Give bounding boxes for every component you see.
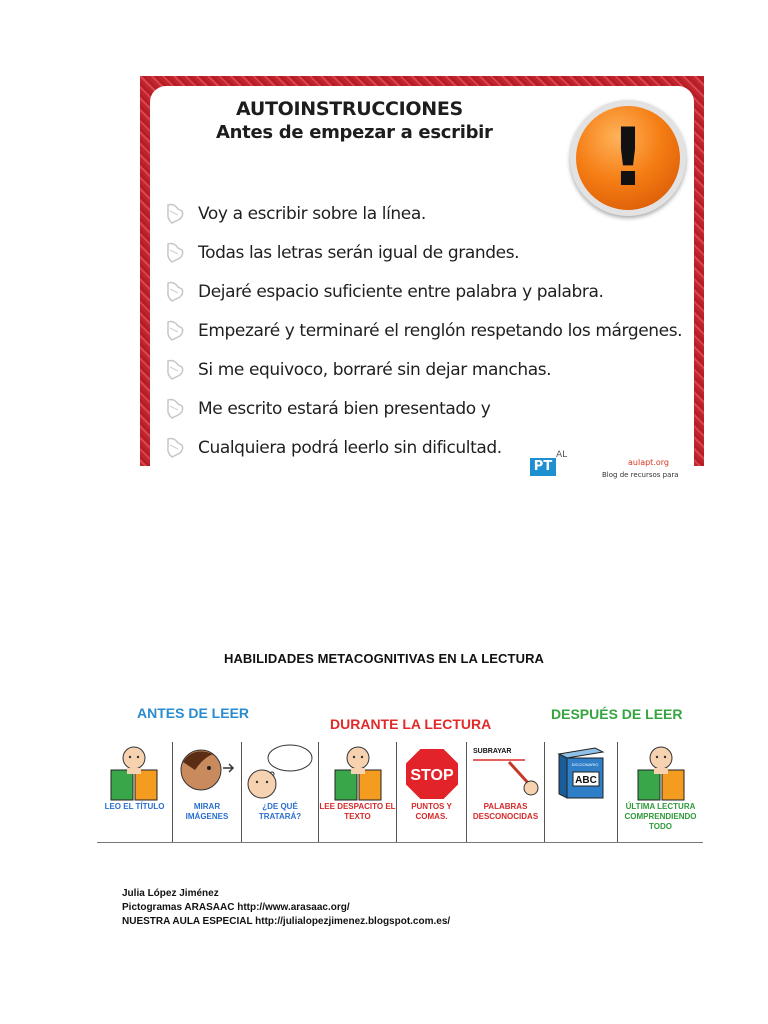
step-caption: LEO EL TÍTULO bbox=[104, 802, 165, 811]
pt-logo bbox=[530, 446, 580, 476]
list-item bbox=[164, 311, 682, 350]
list-item bbox=[164, 233, 682, 272]
rules-list bbox=[164, 194, 682, 467]
step-caption: ÚLTIMA LECTURA COMPRENDIENDO TODO bbox=[624, 802, 697, 831]
stop-sign-text: STOP bbox=[410, 767, 454, 784]
pointing-hand-icon bbox=[164, 318, 186, 344]
pointing-hand-icon bbox=[164, 201, 186, 227]
step-look-images bbox=[172, 742, 241, 842]
credits bbox=[122, 887, 450, 929]
step-caption: PALABRAS DESCONOCIDAS bbox=[472, 802, 539, 821]
logo-text: PT bbox=[530, 458, 556, 476]
list-item bbox=[164, 428, 682, 467]
section-title: HABILIDADES METACOGNITIVAS EN LA LECTURA bbox=[223, 651, 545, 666]
rule-text: Me escrito estará bien presentado y bbox=[198, 398, 491, 419]
step-read-slowly bbox=[318, 742, 396, 842]
list-item bbox=[164, 272, 682, 311]
site-link[interactable]: aulapt.org bbox=[628, 458, 669, 467]
thinking-face-icon bbox=[242, 744, 319, 802]
step-caption: LEE DESPACITO EL TEXTO bbox=[319, 802, 396, 821]
step-dictionary bbox=[544, 742, 617, 842]
rule-text: Todas las letras serán igual de grandes. bbox=[198, 242, 520, 263]
phase-after-label: DESPUÉS DE LEER bbox=[551, 706, 683, 722]
phase-before-label: ANTES DE LEER bbox=[137, 705, 250, 721]
card-subtitle: Antes de empezar a escribir bbox=[216, 122, 493, 143]
dictionary-icon bbox=[545, 744, 618, 802]
step-final-reading bbox=[617, 742, 703, 842]
credit-blog[interactable]: NUESTRA AULA ESPECIAL http://julialopezjimenez.blogspot.com.es/ bbox=[122, 916, 451, 927]
step-punctuation bbox=[396, 742, 466, 842]
pointing-hand-icon bbox=[164, 357, 186, 383]
step-caption: PUNTOS Y COMAS. bbox=[411, 802, 452, 821]
step-what-about bbox=[241, 742, 318, 842]
step-caption: ¿DE QUÉ TRATARÁ? bbox=[258, 802, 302, 821]
list-item bbox=[164, 194, 682, 233]
underline-label: SUBRAYAR bbox=[473, 748, 512, 755]
looking-face-icon bbox=[173, 744, 242, 802]
alert-symbol: ! bbox=[609, 111, 647, 204]
pointing-hand-icon bbox=[164, 435, 186, 461]
pointing-hand-icon bbox=[164, 396, 186, 422]
dictionary-abc-text: ABC bbox=[575, 775, 597, 786]
rule-text: Cualquiera podrá leerlo sin dificultad. bbox=[198, 437, 502, 458]
child-reading-book-icon bbox=[97, 744, 172, 802]
credit-pictograms[interactable]: Pictogramas ARASAAC http://www.arasaac.org/ bbox=[122, 902, 350, 913]
card-body bbox=[150, 86, 694, 479]
dictionary-label: DICCIONARIO bbox=[571, 762, 599, 767]
step-caption: MIRAR IMÁGENES bbox=[185, 802, 229, 821]
step-read-title bbox=[97, 742, 172, 842]
underline-pencil-icon bbox=[467, 744, 545, 802]
pictogram-strip bbox=[97, 742, 703, 843]
child-reading-book-icon bbox=[618, 744, 704, 802]
child-reading-book-icon bbox=[319, 744, 397, 802]
pointing-hand-icon bbox=[164, 240, 186, 266]
list-item bbox=[164, 389, 682, 428]
autoinstructions-card bbox=[140, 76, 704, 479]
rule-text: Si me equivoco, borraré sin dejar manchas. bbox=[198, 359, 552, 380]
credit-author: Julia López Jiménez bbox=[122, 888, 219, 899]
logo-small-text: AL bbox=[556, 450, 568, 460]
step-unknown-words bbox=[466, 742, 544, 842]
stop-sign-icon bbox=[397, 744, 467, 802]
card-title: AUTOINSTRUCCIONES bbox=[236, 98, 463, 120]
phase-during-label: DURANTE LA LECTURA bbox=[330, 716, 492, 732]
rule-text: Empezaré y terminaré el renglón respetando los márgenes. bbox=[198, 320, 683, 341]
pointing-hand-icon bbox=[164, 279, 186, 305]
rule-text: Dejaré espacio suficiente entre palabra y palabra. bbox=[198, 281, 604, 302]
site-subtitle: Blog de recursos para bbox=[602, 471, 679, 479]
rule-text: Voy a escribir sobre la línea. bbox=[198, 203, 426, 224]
list-item bbox=[164, 350, 682, 389]
